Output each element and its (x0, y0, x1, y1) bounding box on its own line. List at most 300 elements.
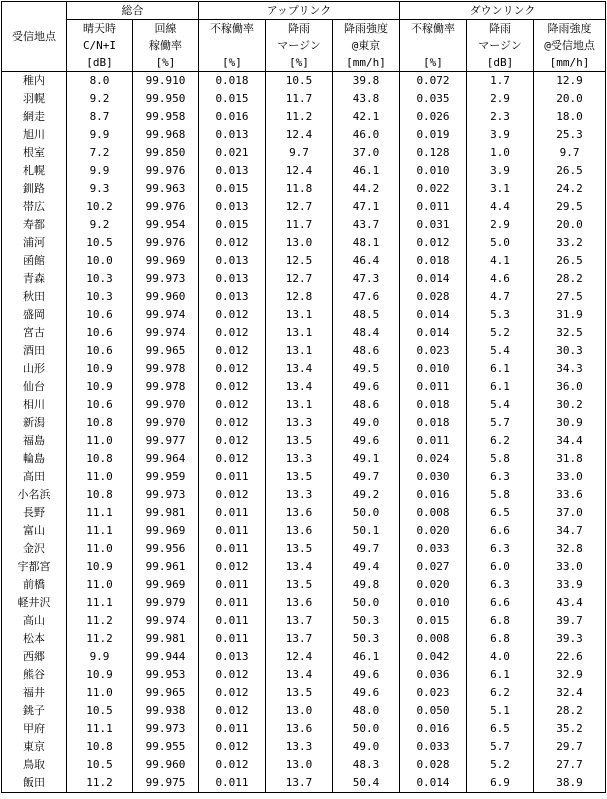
uplink-rain-margin-cell: 11.7 (266, 90, 333, 108)
downlink-rain-rate-site-cell: 20.0 (534, 90, 606, 108)
clear-sky-cni-cell: 10.0 (67, 252, 133, 270)
site-column-header: 受信地点 (2, 2, 67, 72)
clear-sky-cni-cell: 11.1 (67, 522, 133, 540)
clear-sky-cni-cell: 9.9 (67, 162, 133, 180)
downlink-rain-margin-cell: 2.9 (467, 216, 534, 234)
uplink-rain-rate-tokyo-cell: 50.0 (333, 720, 400, 738)
downlink-rain-margin-cell: 6.5 (467, 720, 534, 738)
downlink-outage-cell: 0.016 (400, 486, 467, 504)
downlink-rain-rate-site-cell: 9.7 (534, 144, 606, 162)
link-availability-cell: 99.969 (133, 522, 199, 540)
site-name-cell: 福島 (2, 432, 67, 450)
site-name-cell: 帯広 (2, 198, 67, 216)
uplink-outage-cell: 0.012 (199, 684, 266, 702)
uplink-rain-rate-tokyo-cell: 50.3 (333, 630, 400, 648)
uplink-rain-margin-cell: 13.3 (266, 450, 333, 468)
uplink-outage-cell: 0.015 (199, 180, 266, 198)
downlink-rain-margin-cell: 6.6 (467, 522, 534, 540)
site-name-cell: 松本 (2, 630, 67, 648)
downlink-outage-cell: 0.050 (400, 702, 467, 720)
uplink-rain-margin-cell: 13.7 (266, 630, 333, 648)
clear-sky-cni-cell: 9.9 (67, 126, 133, 144)
table-row (2, 486, 606, 504)
site-name-cell: 高山 (2, 612, 67, 630)
table-row (2, 468, 606, 486)
link-availability-cell: 99.965 (133, 342, 199, 360)
col-header-unit: [dB] (467, 54, 534, 72)
uplink-rain-rate-tokyo-cell: 49.0 (333, 414, 400, 432)
uplink-rain-margin-cell: 13.5 (266, 576, 333, 594)
downlink-rain-margin-cell: 2.9 (467, 90, 534, 108)
uplink-group-header: アップリンク (199, 2, 400, 20)
table-row (2, 180, 606, 198)
clear-sky-cni-cell: 11.1 (67, 720, 133, 738)
uplink-outage-cell: 0.012 (199, 396, 266, 414)
site-name-cell: 寿都 (2, 216, 67, 234)
col-header-line2 (199, 37, 266, 54)
uplink-outage-cell: 0.012 (199, 378, 266, 396)
uplink-rain-margin-cell: 13.6 (266, 720, 333, 738)
downlink-outage-cell: 0.023 (400, 342, 467, 360)
downlink-rain-margin-cell: 4.6 (467, 270, 534, 288)
clear-sky-cni-cell: 11.0 (67, 684, 133, 702)
uplink-outage-cell: 0.012 (199, 324, 266, 342)
clear-sky-cni-cell: 9.2 (67, 90, 133, 108)
link-availability-cell: 99.938 (133, 702, 199, 720)
uplink-rain-rate-tokyo-cell: 49.2 (333, 486, 400, 504)
uplink-rain-rate-tokyo-cell: 49.5 (333, 360, 400, 378)
site-name-cell: 仙台 (2, 378, 67, 396)
link-availability-cell: 99.968 (133, 126, 199, 144)
uplink-rain-rate-tokyo-cell: 48.4 (333, 324, 400, 342)
site-name-cell: 釧路 (2, 180, 67, 198)
table-row (2, 450, 606, 468)
clear-sky-cni-cell: 10.6 (67, 324, 133, 342)
downlink-rain-rate-site-cell: 30.9 (534, 414, 606, 432)
table-row (2, 144, 606, 162)
table-row (2, 774, 606, 793)
downlink-outage-cell: 0.023 (400, 684, 467, 702)
downlink-rain-margin-cell: 6.9 (467, 774, 534, 793)
col-header-unit: [dB] (67, 54, 133, 72)
link-availability-cell: 99.978 (133, 378, 199, 396)
uplink-rain-rate-tokyo-cell: 37.0 (333, 144, 400, 162)
uplink-rain-margin-cell: 12.5 (266, 252, 333, 270)
downlink-rain-rate-site-cell: 22.6 (534, 648, 606, 666)
uplink-outage-cell: 0.012 (199, 432, 266, 450)
table-row (2, 648, 606, 666)
col-header-line1: 回線 (133, 20, 199, 38)
uplink-rain-margin-cell: 13.5 (266, 432, 333, 450)
downlink-outage-cell: 0.011 (400, 432, 467, 450)
uplink-rain-margin-cell: 13.1 (266, 306, 333, 324)
uplink-rain-margin-cell: 11.2 (266, 108, 333, 126)
downlink-rain-rate-site-cell: 12.9 (534, 72, 606, 91)
link-availability-cell: 99.981 (133, 504, 199, 522)
downlink-rain-rate-site-cell: 32.8 (534, 540, 606, 558)
link-availability-cell: 99.956 (133, 540, 199, 558)
site-name-cell: 相川 (2, 396, 67, 414)
link-availability-cell: 99.979 (133, 594, 199, 612)
uplink-outage-cell: 0.013 (199, 126, 266, 144)
downlink-rain-rate-site-cell: 30.2 (534, 396, 606, 414)
table-row (2, 108, 606, 126)
table-row (2, 630, 606, 648)
downlink-outage-cell: 0.011 (400, 378, 467, 396)
uplink-outage-cell: 0.012 (199, 738, 266, 756)
downlink-rain-rate-site-cell: 27.5 (534, 288, 606, 306)
downlink-rain-rate-site-cell: 38.9 (534, 774, 606, 793)
downlink-rain-rate-site-cell: 33.0 (534, 468, 606, 486)
site-name-cell: 西郷 (2, 648, 67, 666)
downlink-rain-rate-site-cell: 34.7 (534, 522, 606, 540)
table-row (2, 126, 606, 144)
uplink-outage-cell: 0.015 (199, 216, 266, 234)
downlink-outage-cell: 0.008 (400, 504, 467, 522)
table-row (2, 306, 606, 324)
link-availability-cell: 99.976 (133, 162, 199, 180)
downlink-outage-cell: 0.012 (400, 234, 467, 252)
uplink-rain-margin-cell: 13.4 (266, 378, 333, 396)
uplink-rain-rate-tokyo-cell: 49.8 (333, 576, 400, 594)
table-body (2, 72, 606, 793)
uplink-rain-rate-tokyo-cell: 44.2 (333, 180, 400, 198)
table-row (2, 666, 606, 684)
clear-sky-cni-cell: 10.8 (67, 486, 133, 504)
uplink-rain-margin-cell: 12.4 (266, 648, 333, 666)
table-row (2, 252, 606, 270)
clear-sky-cni-cell: 11.0 (67, 468, 133, 486)
downlink-outage-cell: 0.010 (400, 360, 467, 378)
downlink-outage-cell: 0.020 (400, 522, 467, 540)
site-name-cell: 長野 (2, 504, 67, 522)
site-name-cell: 高田 (2, 468, 67, 486)
uplink-rain-margin-cell: 12.8 (266, 288, 333, 306)
downlink-rain-margin-cell: 1.7 (467, 72, 534, 91)
clear-sky-cni-cell: 10.3 (67, 270, 133, 288)
downlink-rain-rate-site-cell: 29.5 (534, 198, 606, 216)
site-name-cell: 前橋 (2, 576, 67, 594)
col-header-unit: [mm/h] (534, 54, 606, 72)
uplink-outage-cell: 0.012 (199, 558, 266, 576)
table-row (2, 234, 606, 252)
site-name-cell: 函館 (2, 252, 67, 270)
site-name-cell: 輪島 (2, 450, 67, 468)
downlink-outage-cell: 0.022 (400, 180, 467, 198)
uplink-rain-rate-tokyo-cell: 43.8 (333, 90, 400, 108)
uplink-outage-cell: 0.011 (199, 468, 266, 486)
uplink-rain-rate-tokyo-cell: 47.1 (333, 198, 400, 216)
site-name-cell: 熊谷 (2, 666, 67, 684)
uplink-rain-margin-cell: 12.4 (266, 126, 333, 144)
link-availability-cell: 99.959 (133, 468, 199, 486)
clear-sky-cni-cell: 10.6 (67, 342, 133, 360)
link-availability-cell: 99.977 (133, 432, 199, 450)
downlink-outage-cell: 0.011 (400, 198, 467, 216)
downlink-outage-cell: 0.033 (400, 540, 467, 558)
link-availability-cell: 99.965 (133, 684, 199, 702)
link-availability-cell: 99.973 (133, 720, 199, 738)
downlink-rain-rate-site-cell: 43.4 (534, 594, 606, 612)
downlink-rain-margin-cell: 6.1 (467, 666, 534, 684)
downlink-rain-margin-cell: 2.3 (467, 108, 534, 126)
downlink-rain-rate-site-cell: 32.9 (534, 666, 606, 684)
link-availability-cell: 99.978 (133, 360, 199, 378)
downlink-rain-rate-site-cell: 30.3 (534, 342, 606, 360)
col-header-line1: 降雨 (467, 20, 534, 38)
uplink-rain-margin-cell: 13.6 (266, 504, 333, 522)
site-name-cell: 軽井沢 (2, 594, 67, 612)
uplink-rain-rate-tokyo-cell: 49.7 (333, 468, 400, 486)
downlink-outage-cell: 0.018 (400, 396, 467, 414)
uplink-rain-margin-cell: 13.0 (266, 234, 333, 252)
downlink-rain-margin-cell: 3.1 (467, 180, 534, 198)
downlink-rain-margin-cell: 6.1 (467, 378, 534, 396)
uplink-rain-margin-cell: 13.5 (266, 468, 333, 486)
table-row (2, 612, 606, 630)
clear-sky-cni-cell: 10.5 (67, 756, 133, 774)
clear-sky-cni-cell: 11.1 (67, 504, 133, 522)
site-name-cell: 飯田 (2, 774, 67, 793)
table-row (2, 702, 606, 720)
downlink-rain-margin-cell: 6.5 (467, 504, 534, 522)
uplink-outage-cell: 0.011 (199, 720, 266, 738)
downlink-outage-cell: 0.030 (400, 468, 467, 486)
column-header-row-1 (2, 20, 606, 38)
clear-sky-cni-cell: 10.5 (67, 702, 133, 720)
uplink-outage-cell: 0.013 (199, 162, 266, 180)
downlink-rain-rate-site-cell: 31.8 (534, 450, 606, 468)
downlink-rain-margin-cell: 1.0 (467, 144, 534, 162)
downlink-outage-cell: 0.014 (400, 306, 467, 324)
link-availability-cell: 99.974 (133, 612, 199, 630)
downlink-rain-rate-site-cell: 32.4 (534, 684, 606, 702)
uplink-outage-cell: 0.012 (199, 666, 266, 684)
site-name-cell: 札幌 (2, 162, 67, 180)
link-availability-cell: 99.974 (133, 306, 199, 324)
link-availability-cell: 99.973 (133, 270, 199, 288)
site-name-cell: 根室 (2, 144, 67, 162)
clear-sky-cni-cell: 9.2 (67, 216, 133, 234)
uplink-outage-cell: 0.011 (199, 774, 266, 793)
uplink-rain-rate-tokyo-cell: 50.0 (333, 504, 400, 522)
uplink-rain-rate-tokyo-cell: 47.3 (333, 270, 400, 288)
uplink-outage-cell: 0.021 (199, 144, 266, 162)
col-header-line2 (400, 37, 467, 54)
downlink-rain-rate-site-cell: 20.0 (534, 216, 606, 234)
downlink-rain-margin-cell: 5.7 (467, 738, 534, 756)
clear-sky-cni-cell: 11.1 (67, 594, 133, 612)
site-name-cell: 網走 (2, 108, 67, 126)
site-name-cell: 宮古 (2, 324, 67, 342)
uplink-rain-margin-cell: 13.3 (266, 738, 333, 756)
downlink-rain-margin-cell: 5.8 (467, 486, 534, 504)
uplink-rain-margin-cell: 10.5 (266, 72, 333, 91)
downlink-rain-rate-site-cell: 33.9 (534, 576, 606, 594)
downlink-outage-cell: 0.016 (400, 720, 467, 738)
downlink-rain-margin-cell: 6.1 (467, 360, 534, 378)
table-row (2, 504, 606, 522)
uplink-rain-margin-cell: 13.4 (266, 360, 333, 378)
link-availability-cell: 99.976 (133, 234, 199, 252)
table-row (2, 216, 606, 234)
uplink-outage-cell: 0.012 (199, 234, 266, 252)
downlink-rain-rate-site-cell: 39.3 (534, 630, 606, 648)
clear-sky-cni-cell: 11.0 (67, 540, 133, 558)
downlink-rain-margin-cell: 4.7 (467, 288, 534, 306)
uplink-outage-cell: 0.012 (199, 306, 266, 324)
link-availability-cell: 99.954 (133, 216, 199, 234)
table-row (2, 738, 606, 756)
uplink-rain-rate-tokyo-cell: 46.4 (333, 252, 400, 270)
link-availability-cell: 99.973 (133, 486, 199, 504)
site-name-cell: 新潟 (2, 414, 67, 432)
link-availability-cell: 99.970 (133, 396, 199, 414)
uplink-outage-cell: 0.011 (199, 576, 266, 594)
uplink-rain-rate-tokyo-cell: 50.3 (333, 612, 400, 630)
downlink-rain-margin-cell: 6.8 (467, 630, 534, 648)
site-name-cell: 青森 (2, 270, 67, 288)
downlink-rain-margin-cell: 5.7 (467, 414, 534, 432)
uplink-rain-rate-tokyo-cell: 49.0 (333, 738, 400, 756)
col-header-line1: 降雨強度 (333, 20, 400, 38)
downlink-outage-cell: 0.018 (400, 414, 467, 432)
uplink-rain-rate-tokyo-cell: 50.1 (333, 522, 400, 540)
clear-sky-cni-cell: 10.9 (67, 558, 133, 576)
link-availability-cell: 99.960 (133, 288, 199, 306)
uplink-rain-margin-cell: 13.5 (266, 540, 333, 558)
clear-sky-cni-cell: 11.2 (67, 612, 133, 630)
downlink-rain-rate-site-cell: 34.4 (534, 432, 606, 450)
uplink-rain-margin-cell: 12.7 (266, 270, 333, 288)
col-header-unit: [%] (266, 54, 333, 72)
clear-sky-cni-cell: 8.7 (67, 108, 133, 126)
downlink-outage-cell: 0.128 (400, 144, 467, 162)
link-availability-cell: 99.974 (133, 324, 199, 342)
clear-sky-cni-cell: 10.6 (67, 306, 133, 324)
uplink-outage-cell: 0.013 (199, 198, 266, 216)
link-availability-cell: 99.961 (133, 558, 199, 576)
downlink-rain-rate-site-cell: 27.7 (534, 756, 606, 774)
link-availability-cell: 99.955 (133, 738, 199, 756)
link-availability-cell: 99.976 (133, 198, 199, 216)
downlink-rain-margin-cell: 5.4 (467, 396, 534, 414)
uplink-rain-margin-cell: 13.0 (266, 702, 333, 720)
clear-sky-cni-cell: 11.0 (67, 432, 133, 450)
uplink-rain-rate-tokyo-cell: 49.6 (333, 378, 400, 396)
link-availability-cell: 99.969 (133, 576, 199, 594)
link-availability-cell: 99.964 (133, 450, 199, 468)
col-header-line2: C/N+I (67, 37, 133, 54)
col-header-unit: [%] (133, 54, 199, 72)
clear-sky-cni-cell: 11.2 (67, 630, 133, 648)
downlink-outage-cell: 0.008 (400, 630, 467, 648)
downlink-outage-cell: 0.010 (400, 162, 467, 180)
site-name-cell: 鳥取 (2, 756, 67, 774)
downlink-rain-rate-site-cell: 35.2 (534, 720, 606, 738)
uplink-outage-cell: 0.012 (199, 702, 266, 720)
downlink-outage-cell: 0.036 (400, 666, 467, 684)
table-row (2, 414, 606, 432)
table-row (2, 522, 606, 540)
site-name-cell: 小名浜 (2, 486, 67, 504)
site-name-cell: 富山 (2, 522, 67, 540)
col-header-line1: 晴天時 (67, 20, 133, 38)
uplink-rain-rate-tokyo-cell: 39.8 (333, 72, 400, 91)
table-row (2, 576, 606, 594)
downlink-outage-cell: 0.024 (400, 450, 467, 468)
uplink-rain-rate-tokyo-cell: 48.6 (333, 342, 400, 360)
downlink-rain-margin-cell: 5.2 (467, 756, 534, 774)
site-name-cell: 旭川 (2, 126, 67, 144)
uplink-rain-margin-cell: 12.7 (266, 198, 333, 216)
downlink-rain-rate-site-cell: 28.2 (534, 702, 606, 720)
col-header-line2: マージン (467, 37, 534, 54)
uplink-outage-cell: 0.016 (199, 108, 266, 126)
downlink-outage-cell: 0.028 (400, 756, 467, 774)
uplink-outage-cell: 0.015 (199, 90, 266, 108)
col-header-line2: マージン (266, 37, 333, 54)
uplink-rain-margin-cell: 13.6 (266, 594, 333, 612)
table-row (2, 756, 606, 774)
downlink-rain-rate-site-cell: 32.5 (534, 324, 606, 342)
uplink-outage-cell: 0.013 (199, 270, 266, 288)
site-name-cell: 酒田 (2, 342, 67, 360)
table-row (2, 90, 606, 108)
downlink-rain-margin-cell: 6.8 (467, 612, 534, 630)
uplink-outage-cell: 0.013 (199, 288, 266, 306)
uplink-rain-rate-tokyo-cell: 48.5 (333, 306, 400, 324)
table-row (2, 720, 606, 738)
downlink-rain-rate-site-cell: 28.2 (534, 270, 606, 288)
uplink-rain-rate-tokyo-cell: 46.0 (333, 126, 400, 144)
downlink-rain-rate-site-cell: 33.2 (534, 234, 606, 252)
downlink-outage-cell: 0.015 (400, 612, 467, 630)
table-row (2, 72, 606, 91)
downlink-rain-rate-site-cell: 29.7 (534, 738, 606, 756)
uplink-rain-margin-cell: 13.1 (266, 396, 333, 414)
uplink-rain-rate-tokyo-cell: 43.7 (333, 216, 400, 234)
site-name-cell: 山形 (2, 360, 67, 378)
downlink-rain-margin-cell: 4.1 (467, 252, 534, 270)
uplink-rain-rate-tokyo-cell: 50.4 (333, 774, 400, 793)
downlink-outage-cell: 0.033 (400, 738, 467, 756)
downlink-rain-margin-cell: 4.0 (467, 648, 534, 666)
downlink-rain-margin-cell: 6.3 (467, 576, 534, 594)
downlink-rain-rate-site-cell: 18.0 (534, 108, 606, 126)
table-row (2, 396, 606, 414)
link-budget-table (1, 1, 606, 793)
downlink-rain-rate-site-cell: 26.5 (534, 162, 606, 180)
column-header-row-2 (2, 37, 606, 54)
clear-sky-cni-cell: 9.3 (67, 180, 133, 198)
downlink-outage-cell: 0.014 (400, 270, 467, 288)
group-header-row (2, 2, 606, 20)
col-header-line1: 不稼働率 (400, 20, 467, 38)
col-header-line1: 降雨 (266, 20, 333, 38)
link-availability-cell: 99.953 (133, 666, 199, 684)
col-header-line2: 稼働率 (133, 37, 199, 54)
uplink-rain-rate-tokyo-cell: 49.4 (333, 558, 400, 576)
uplink-rain-rate-tokyo-cell: 49.6 (333, 666, 400, 684)
downlink-rain-margin-cell: 6.2 (467, 432, 534, 450)
uplink-outage-cell: 0.012 (199, 486, 266, 504)
table-row (2, 342, 606, 360)
link-availability-cell: 99.975 (133, 774, 199, 793)
site-name-cell: 宇都宮 (2, 558, 67, 576)
downlink-rain-margin-cell: 4.4 (467, 198, 534, 216)
downlink-rain-margin-cell: 6.2 (467, 684, 534, 702)
